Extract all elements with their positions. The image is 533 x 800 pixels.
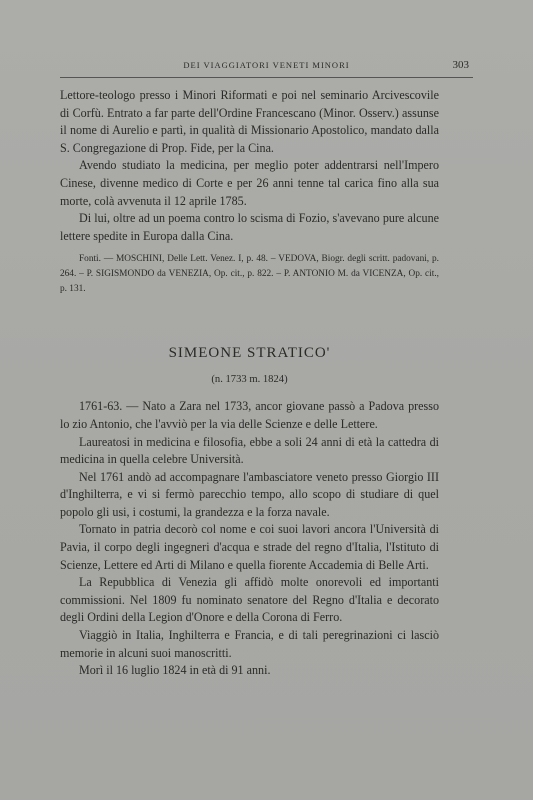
paragraph: La Repubblica di Venezia gli affidò molte onorevoli ed importanti commissioni. Nel 1809 fu nominato senatore del Regno d'Italia e decorato degli Ordini della Legion d'Onore e della Corona di Ferro. [60,575,439,625]
paragraph: Di lui, oltre ad un poema contro lo scisma di Fozio, s'avevano pure alcune lettere spedite in Europa dalla Cina. [60,211,439,243]
paragraph: Viaggiò in Italia, Inghilterra e Francia, e di tali peregrinazioni ci lasciò memorie in alcuni suoi manoscritti. [60,628,439,660]
body-text [60,87,439,680]
paragraph: 1761-63. — Nato a Zara nel 1733, ancor giovane passò a Padova presso lo zio Antonio, che l'avviò per la via delle Scienze e delle Lettere. [60,399,439,431]
paragraph: Laureatosi in medicina e filosofia, ebbe a soli 24 anni di età la cattedra di medicina in quella celebre Università. [60,434,439,467]
page-header [60,60,473,74]
header-rule [60,77,473,78]
paragraph: Morì il 16 luglio 1824 in età di 91 anni. [79,663,271,678]
page-number: 303 [452,59,469,71]
paragraph: Avendo studiato la medicina, per meglio poter addentrarsi nell'Impero Cinese, divenne medico di Corte e per 26 anni tenne tal carica fino alla sua morte, colà avvenuta il 12 aprile 1785. [60,158,439,208]
running-head: DEI VIAGGIATORI VENETI MINORI [183,60,350,70]
section-dates: (n. 1733 m. 1824) [211,373,288,385]
paragraph: Lettore-teologo presso i Minori Riformati e poi nel seminario Arcivescovile di Corfù. Entrato a far parte dell'Ordine Francescano (Minor. Osserv.) assunse il nome di Aurelio e partì, in qualità di Missionario Apostolico, mandato dalla S. Congregazione di Prop. Fide, per la Cina. [60,88,439,155]
paragraph: Tornato in patria decorò col nome e coi suoi lavori ancora l'Università di Pavia, il corpo degli ingegneri d'acqua e strade del regno d'Italia, l'Istituto di Scienze, Lettere ed Arti di Milano e quella fiorente Accademia di Belle Arti. [60,522,439,572]
paragraph: Nel 1761 andò ad accompagnare l'ambasciatore veneto presso Giorgio III d'Inghilterra, e vi si fermò parecchio tempo, allo scopo di studiare di quel popolo gli usi, i costumi, la grandezza e la forza navale. [60,469,439,519]
section-title: SIMEONE STRATICO' [168,345,331,362]
sources-note: Fonti. — MOSCHINI, Delle Lett. Venez. I, p. 48. – VEDOVA, Biogr. degli scritt. padovani, p. 264. – P. SIGISMONDO da VENEZIA, Op. cit., p. 822. – P. ANTONIO M. da VICENZA, Op. cit., p. 131. [60,254,439,294]
